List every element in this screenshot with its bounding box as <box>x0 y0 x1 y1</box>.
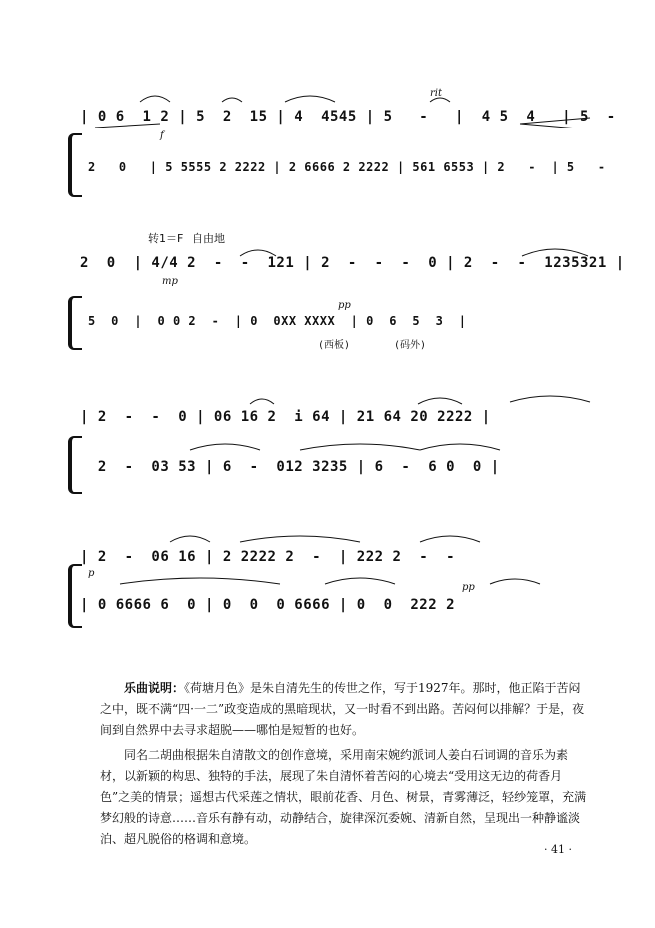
annotation: (码外) <box>394 340 427 351</box>
explanation-paragraph-2: 同名二胡曲根据朱自清散文的创作意境，采用南宋婉约派词人姜白石词调的音乐为素材，以新颖的构思、独特的手法，展现了朱自清怀着苦闷的心境去“受用这无边的荷香月色”之美的情景；遥想古代采莲之情状，眼前花香、月色、树景，青雾薄泛，轻纱笼罩，充满梦幻般的诗意……音乐有静有动，动静结合，旋律深沉委婉、清新自然，呈现出一种静谧淡泊、超凡脱俗的格调和意境。 <box>100 748 587 846</box>
dynamic-mark: f <box>160 130 164 141</box>
top-staff: | 2 - 06 16 | 2 2222 2 - | 222 2 - - <box>80 549 473 565</box>
annotation: (西板) <box>318 340 351 351</box>
key-change: 转1＝F <box>148 232 184 245</box>
tempo-mark: rit <box>430 88 442 99</box>
top-staff: | 2 - - 0 | 06 16 2 i 64 | 21 64 20 2222 | <box>80 409 491 425</box>
page-number: · 41 · <box>544 843 572 856</box>
dynamic-mark: pp <box>338 300 351 311</box>
slur-marks <box>0 388 655 468</box>
tempo-text: 自由地 <box>192 232 225 245</box>
bottom-staff: 5 0 | 0 0 2 - | 0 0XX XXXX | 0 6 5 3 | <box>88 314 467 328</box>
bottom-staff: | 0 6666 6 0 | 0 0 0 6666 | 0 0 222 2 <box>80 597 473 613</box>
explanation-label: 乐曲说明： <box>124 681 185 695</box>
dynamic-mark: pp <box>462 582 475 593</box>
top-staff: 2 0 | 4/4 2 - - 121 | 2 - - - 0 | 2 - - 1235321 | <box>80 255 625 271</box>
dynamic-mark: p <box>88 568 95 579</box>
music-explanation <box>100 678 590 854</box>
explanation-paragraph-1: 乐曲说明：《荷塘月色》是朱自清先生的传世之作，写于1927年。那时，他正陷于苦闷之中，既不满“四·一二”政变造成的黑暗现状，又一时看不到出路。苦闷何以排解？于是，夜间到自然界中去寻求超脱——哪怕是短暂的也好。 <box>100 681 585 737</box>
staff-brace <box>68 296 82 350</box>
dynamic-mark: mp <box>162 276 178 287</box>
staff-brace <box>68 133 82 197</box>
top-staff: | 0 6 1 2 | 5 2 15 | 4 4545 | 5 - | 4 5 4 | 5 - <box>80 109 634 125</box>
bottom-staff: 2 - 03 53 | 6 - 012 3235 | 6 - 6 0 0 | <box>80 459 500 475</box>
bottom-staff: 2 0 | 5 5555 2 2222 | 2 6666 2 2222 | 561 6553 | 2 - | 5 - <box>88 160 621 174</box>
